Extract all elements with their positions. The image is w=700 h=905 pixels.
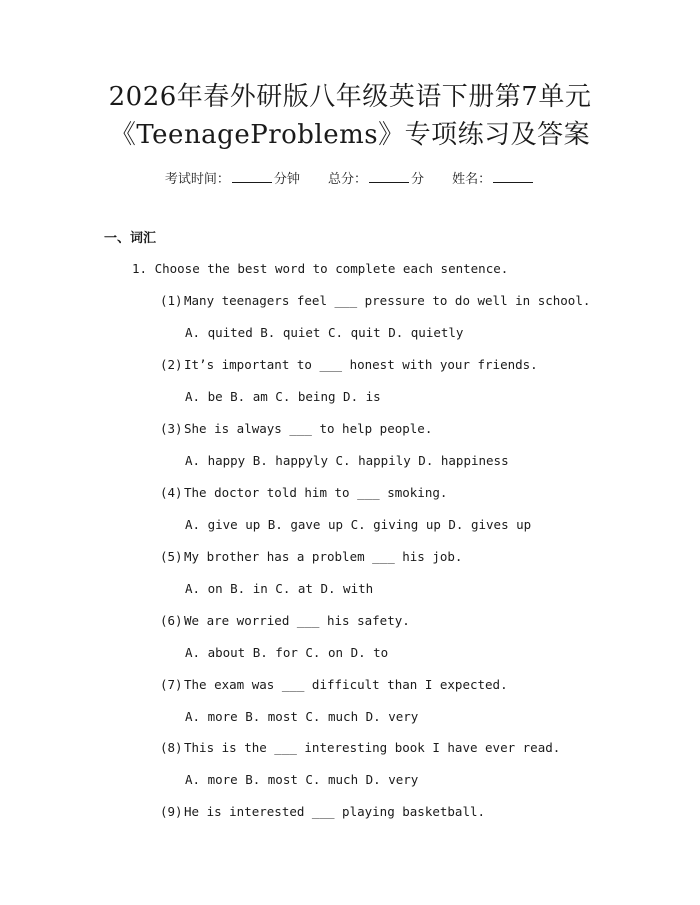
question-number: (9) bbox=[160, 804, 183, 819]
question-number: (2) bbox=[160, 357, 183, 372]
total-score-blank bbox=[369, 170, 409, 183]
question-9 bbox=[160, 804, 485, 820]
question-1 bbox=[160, 293, 590, 309]
section-instruction: 1. Choose the best word to complete each sentence. bbox=[132, 261, 509, 276]
exam-time-unit: 分钟 bbox=[273, 172, 300, 187]
question-7-options: A. more B. most C. much D. very bbox=[185, 709, 419, 724]
question-2-options: A. be B. am C. being D. is bbox=[185, 389, 381, 404]
question-1-options: A. quited B. quiet C. quit D. quietly bbox=[185, 325, 464, 340]
total-score-field bbox=[328, 170, 424, 188]
question-4-options: A. give up B. gave up C. giving up D. gives up bbox=[185, 517, 532, 532]
question-number: (8) bbox=[160, 740, 183, 755]
question-3-options: A. happy B. happyly C. happily D. happiness bbox=[185, 453, 509, 468]
question-text: It’s important to ___ honest with your friends. bbox=[184, 357, 538, 372]
question-text: The exam was ___ difficult than I expected. bbox=[184, 677, 508, 692]
question-text: The doctor told him to ___ smoking. bbox=[184, 485, 448, 500]
question-text: She is always ___ to help people. bbox=[184, 421, 433, 436]
question-5 bbox=[160, 549, 462, 565]
exam-time-blank bbox=[232, 170, 272, 183]
exam-time-label: 考试时间： bbox=[164, 172, 230, 187]
student-name-blank bbox=[493, 170, 533, 183]
question-number: (6) bbox=[160, 613, 183, 628]
question-8 bbox=[160, 740, 560, 756]
question-text: My brother has a problem ___ his job. bbox=[184, 549, 463, 564]
question-6 bbox=[160, 613, 410, 629]
question-number: (7) bbox=[160, 677, 183, 692]
question-6-options: A. about B. for C. on D. to bbox=[185, 645, 389, 660]
question-3 bbox=[160, 421, 432, 437]
question-text: He is interested ___ playing basketball. bbox=[184, 804, 486, 819]
question-number: (1) bbox=[160, 293, 183, 308]
document-title-line-1: 2026年春外研版八年级英语下册第7单元 bbox=[108, 82, 592, 112]
question-number: (3) bbox=[160, 421, 183, 436]
exam-meta bbox=[0, 170, 700, 188]
question-8-options: A. more B. most C. much D. very bbox=[185, 772, 419, 787]
total-score-unit: 分 bbox=[411, 172, 425, 187]
question-number: (4) bbox=[160, 485, 183, 500]
question-5-options: A. on B. in C. at D. with bbox=[185, 581, 374, 596]
student-name-field bbox=[452, 170, 535, 188]
question-7 bbox=[160, 677, 508, 693]
total-score-label: 总分： bbox=[327, 172, 367, 187]
question-number: (5) bbox=[160, 549, 183, 564]
question-text: We are worried ___ his safety. bbox=[184, 613, 410, 628]
exam-time-field bbox=[165, 170, 300, 188]
question-text: This is the ___ interesting book I have ever read. bbox=[184, 740, 561, 755]
document-title-line-2: 《TeenageProblems》专项练习及答案 bbox=[109, 120, 591, 150]
question-4 bbox=[160, 485, 447, 501]
student-name-label: 姓名： bbox=[452, 172, 492, 187]
section-heading: 一、词汇 bbox=[104, 231, 157, 246]
question-2 bbox=[160, 357, 538, 373]
question-text: Many teenagers feel ___ pressure to do well in school. bbox=[184, 293, 591, 308]
